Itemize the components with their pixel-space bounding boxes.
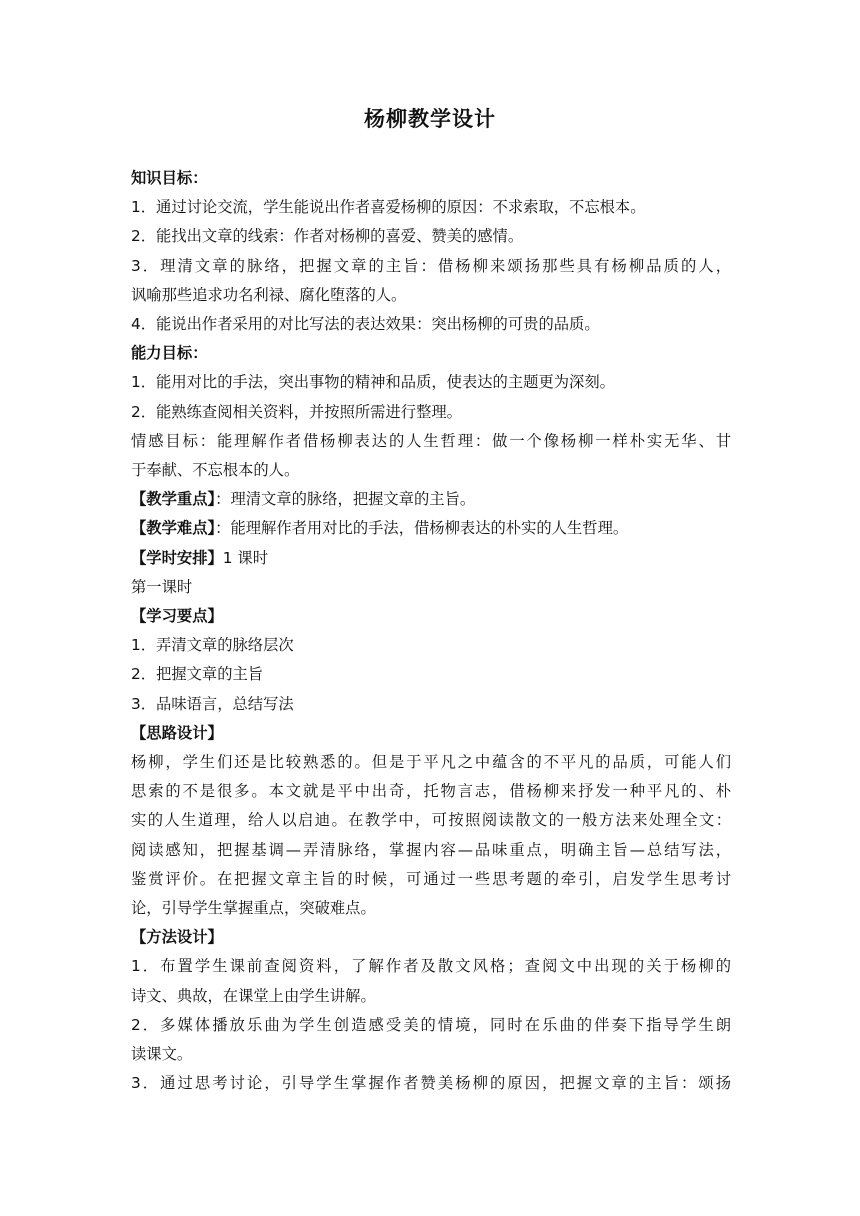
text-line: 2．能熟练查阅相关资料，并按照所需进行整理。 [131,402,462,421]
text-line: 2．把握文章的主旨 [131,665,264,684]
text-line: 能力目标： [131,344,208,363]
section-label: 【教学重点】 [131,490,216,509]
text-line: 读课文。 [131,1045,193,1064]
text-line: 2．多媒体播放乐曲为学生创造感受美的情境，同时在乐曲的伴奏下指导学生朗 [131,1015,731,1034]
text-line: 1．弄清文章的脉络层次 [131,636,294,655]
text-line: 【学习要点】 [131,607,223,626]
text-line: 情感目标：能理解作者借杨柳表达的人生哲理：做一个像杨柳一样朴实无华、甘 [131,431,731,450]
text-line [131,544,731,573]
document-body [131,164,731,1099]
text-line: 阅读感知，把握基调—弄清脉络，掌握内容—品味重点，明确主旨—总结写法， [131,840,731,859]
text-line: 3．品味语言，总结写法 [131,694,294,713]
text-line: 【思路设计】 [131,723,223,742]
document-title: 杨柳教学设计 [364,107,496,131]
text-line: 第一课时 [131,577,193,596]
text-line: 1．布置学生课前查阅资料，了解作者及散文风格；查阅文中出现的关于杨柳的 [131,957,731,976]
text-line: 2．能找出文章的线索：作者对杨柳的喜爱、赞美的感情。 [131,227,524,246]
section-label: 【学时安排】 [131,548,223,567]
text-line: 实的人生道理，给人以启迪。在教学中，可按照阅读散文的一般方法来处理全文： [131,811,731,830]
text-line: 鉴赏评价。在把握文章主旨的时候，可通过一些思考题的牵引，启发学生思考讨 [131,869,731,888]
text-line: 杨柳，学生们还是比较熟悉的。但是于平凡之中蕴含的不平凡的品质，可能人们 [131,753,731,772]
text-line: 论，引导学生掌握重点，突破难点。 [131,899,376,918]
text-line: 3．通过思考讨论，引导学生掌握作者赞美杨柳的原因，把握文章的主旨：颂扬 [131,1074,731,1093]
section-text: ：理清文章的脉络，把握文章的主旨。 [215,490,476,509]
text-line: 诗文、典故，在课堂上由学生讲解。 [131,986,376,1005]
text-line: 知识目标： [131,169,208,187]
text-line [131,485,731,514]
section-text: ：能理解作者用对比的手法，借杨柳表达的朴实的人生哲理。 [215,519,629,538]
text-line: 1．能用对比的手法，突出事物的精神和品质，使表达的主题更为深刻。 [131,373,615,392]
text-line [131,514,731,543]
text-line: 3．理清文章的脉络，把握文章的主旨：借杨柳来颂扬那些具有杨柳品质的人， [131,256,731,275]
text-line: 于奉献、不忘根本的人。 [131,461,300,480]
text-line: 【方法设计】 [131,928,223,947]
text-line: 思索的不是很多。本文就是平中出奇，托物言志，借杨柳来抒发一种平凡的、朴 [131,782,731,801]
text-line: 1．通过讨论交流，学生能说出作者喜爱杨柳的原因：不求索取，不忘根本。 [131,198,646,217]
text-line: 讽喻那些追求功名利禄、腐化堕落的人。 [131,285,407,304]
section-label: 【教学难点】 [131,519,216,538]
text-line: 4．能说出作者采用的对比写法的表达效果：突出杨柳的可贵的品质。 [131,315,600,334]
section-text: 1 课时 [222,548,268,567]
